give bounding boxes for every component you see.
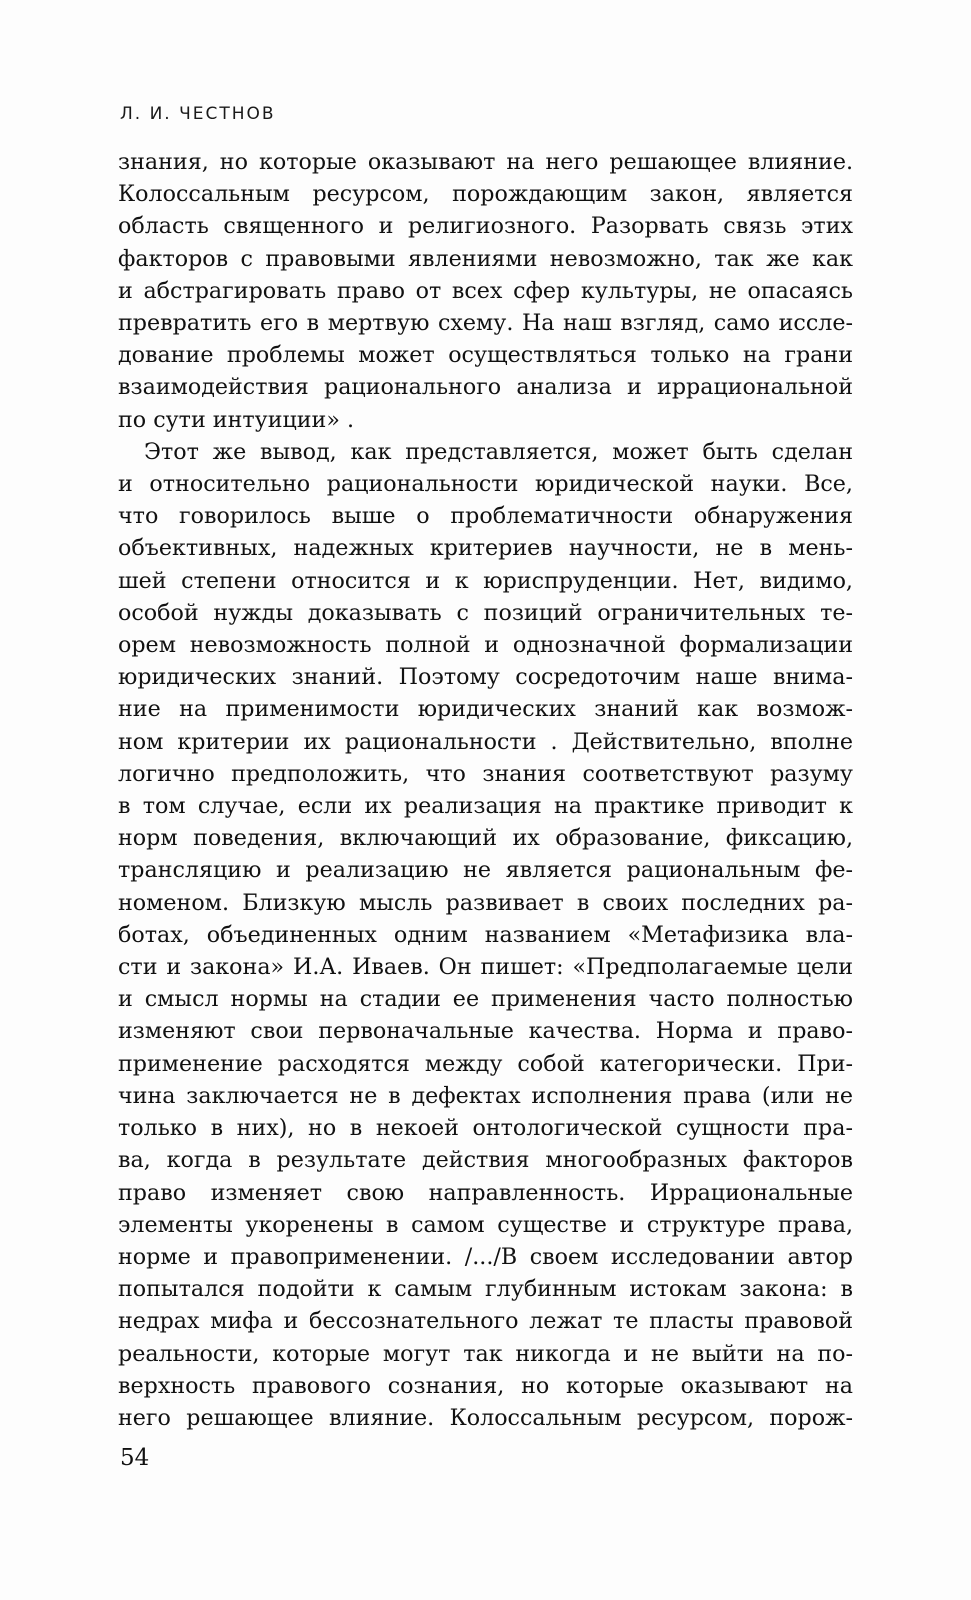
text-line: норм поведения, включающий их образование, фиксацию, — [118, 825, 853, 852]
text-line: только в них), но в некоей онтологической сущности пра- — [118, 1115, 853, 1142]
text-line: особой нужды доказывать с позиций ограничительных те- — [118, 599, 853, 626]
text-line: применение расходятся между собой категорически. При- — [118, 1050, 853, 1077]
text-line: превратить его в мертвую схему. На наш взгляд, само иссле- — [118, 310, 853, 337]
text-line: сти и закона» И.А. Иваев. Он пишет: «Предполагаемые цели — [118, 954, 853, 981]
text-line: и относительно рациональности юридической науки. Все, — [118, 471, 853, 498]
text-line: ние на применимости юридических знаний как возмож- — [118, 696, 853, 723]
text-line: и смысл нормы на стадии ее применения часто полностью — [118, 986, 853, 1013]
text-line: попытался подойти к самым глубинным истокам закона: в — [118, 1276, 853, 1303]
text-line: область священного и религиозного. Разорвать связь этих — [118, 213, 853, 240]
text-line: ботах, объединенных одним названием «Метафизика вла- — [118, 921, 853, 948]
text-line: по сути интуиции» . — [118, 406, 355, 433]
text-line: реальности, которые могут так никогда и не выйти на по- — [118, 1340, 853, 1367]
text-line: элементы укоренены в самом существе и структуре права, — [118, 1211, 853, 1238]
paragraph-first-line: Этот же вывод, как представляется, может быть сделан — [144, 438, 853, 465]
text-line: орем невозможность полной и однозначной формализации — [118, 632, 853, 659]
text-line: в том случае, если их реализация на практике приводит к — [118, 793, 853, 820]
text-line: право изменяет свою направленность. Иррациональные — [118, 1179, 853, 1206]
text-line: ном критерии их рациональности . Действительно, вполне — [118, 728, 853, 755]
page-number: 54 — [120, 1445, 150, 1471]
text-line: ва, когда в результате действия многообразных факторов — [118, 1147, 853, 1174]
text-line: логично предположить, что знания соответствуют разуму — [118, 760, 853, 787]
text-line: что говорилось выше о проблематичности обнаружения — [118, 503, 853, 530]
text-line: чина заключается не в дефектах исполнения права (или не — [118, 1082, 853, 1109]
text-line: недрах мифа и бессознательного лежат те пласты правовой — [118, 1308, 853, 1335]
text-line: объективных, надежных критериев научности, не в мень- — [118, 535, 853, 562]
running-head: Л. И. ЧЕСТНОВ — [120, 104, 276, 124]
text-line: него решающее влияние. Колоссальным ресурсом, порож- — [118, 1404, 853, 1431]
text-line: юридических знаний. Поэтому сосредоточим наше внима- — [118, 664, 853, 691]
text-line: трансляцию и реализацию не является рациональным фе- — [118, 857, 853, 884]
text-line: номеном. Близкую мысль развивает в своих последних ра- — [118, 889, 853, 916]
text-line: факторов с правовыми явлениями невозможно, так же как — [118, 245, 853, 272]
text-line: норме и правоприменении. /.../В своем исследовании автор — [118, 1243, 853, 1270]
text-line: дование проблемы может осуществляться только на грани — [118, 342, 853, 369]
text-line: верхность правового сознания, но которые оказывают на — [118, 1372, 853, 1399]
text-line: изменяют свои первоначальные качества. Норма и право- — [118, 1018, 853, 1045]
body-text — [118, 146, 853, 1434]
text-line: знания, но которые оказывают на него решающее влияние. — [118, 149, 853, 175]
text-line: взаимодействия рационального анализа и иррациональной — [118, 374, 853, 401]
text-line: и абстрагировать право от всех сфер культуры, не опасаясь — [118, 277, 853, 304]
text-line: шей степени относится и к юриспруденции. Нет, видимо, — [118, 567, 853, 594]
text-line: Колоссальным ресурсом, порождающим закон, является — [118, 181, 853, 208]
